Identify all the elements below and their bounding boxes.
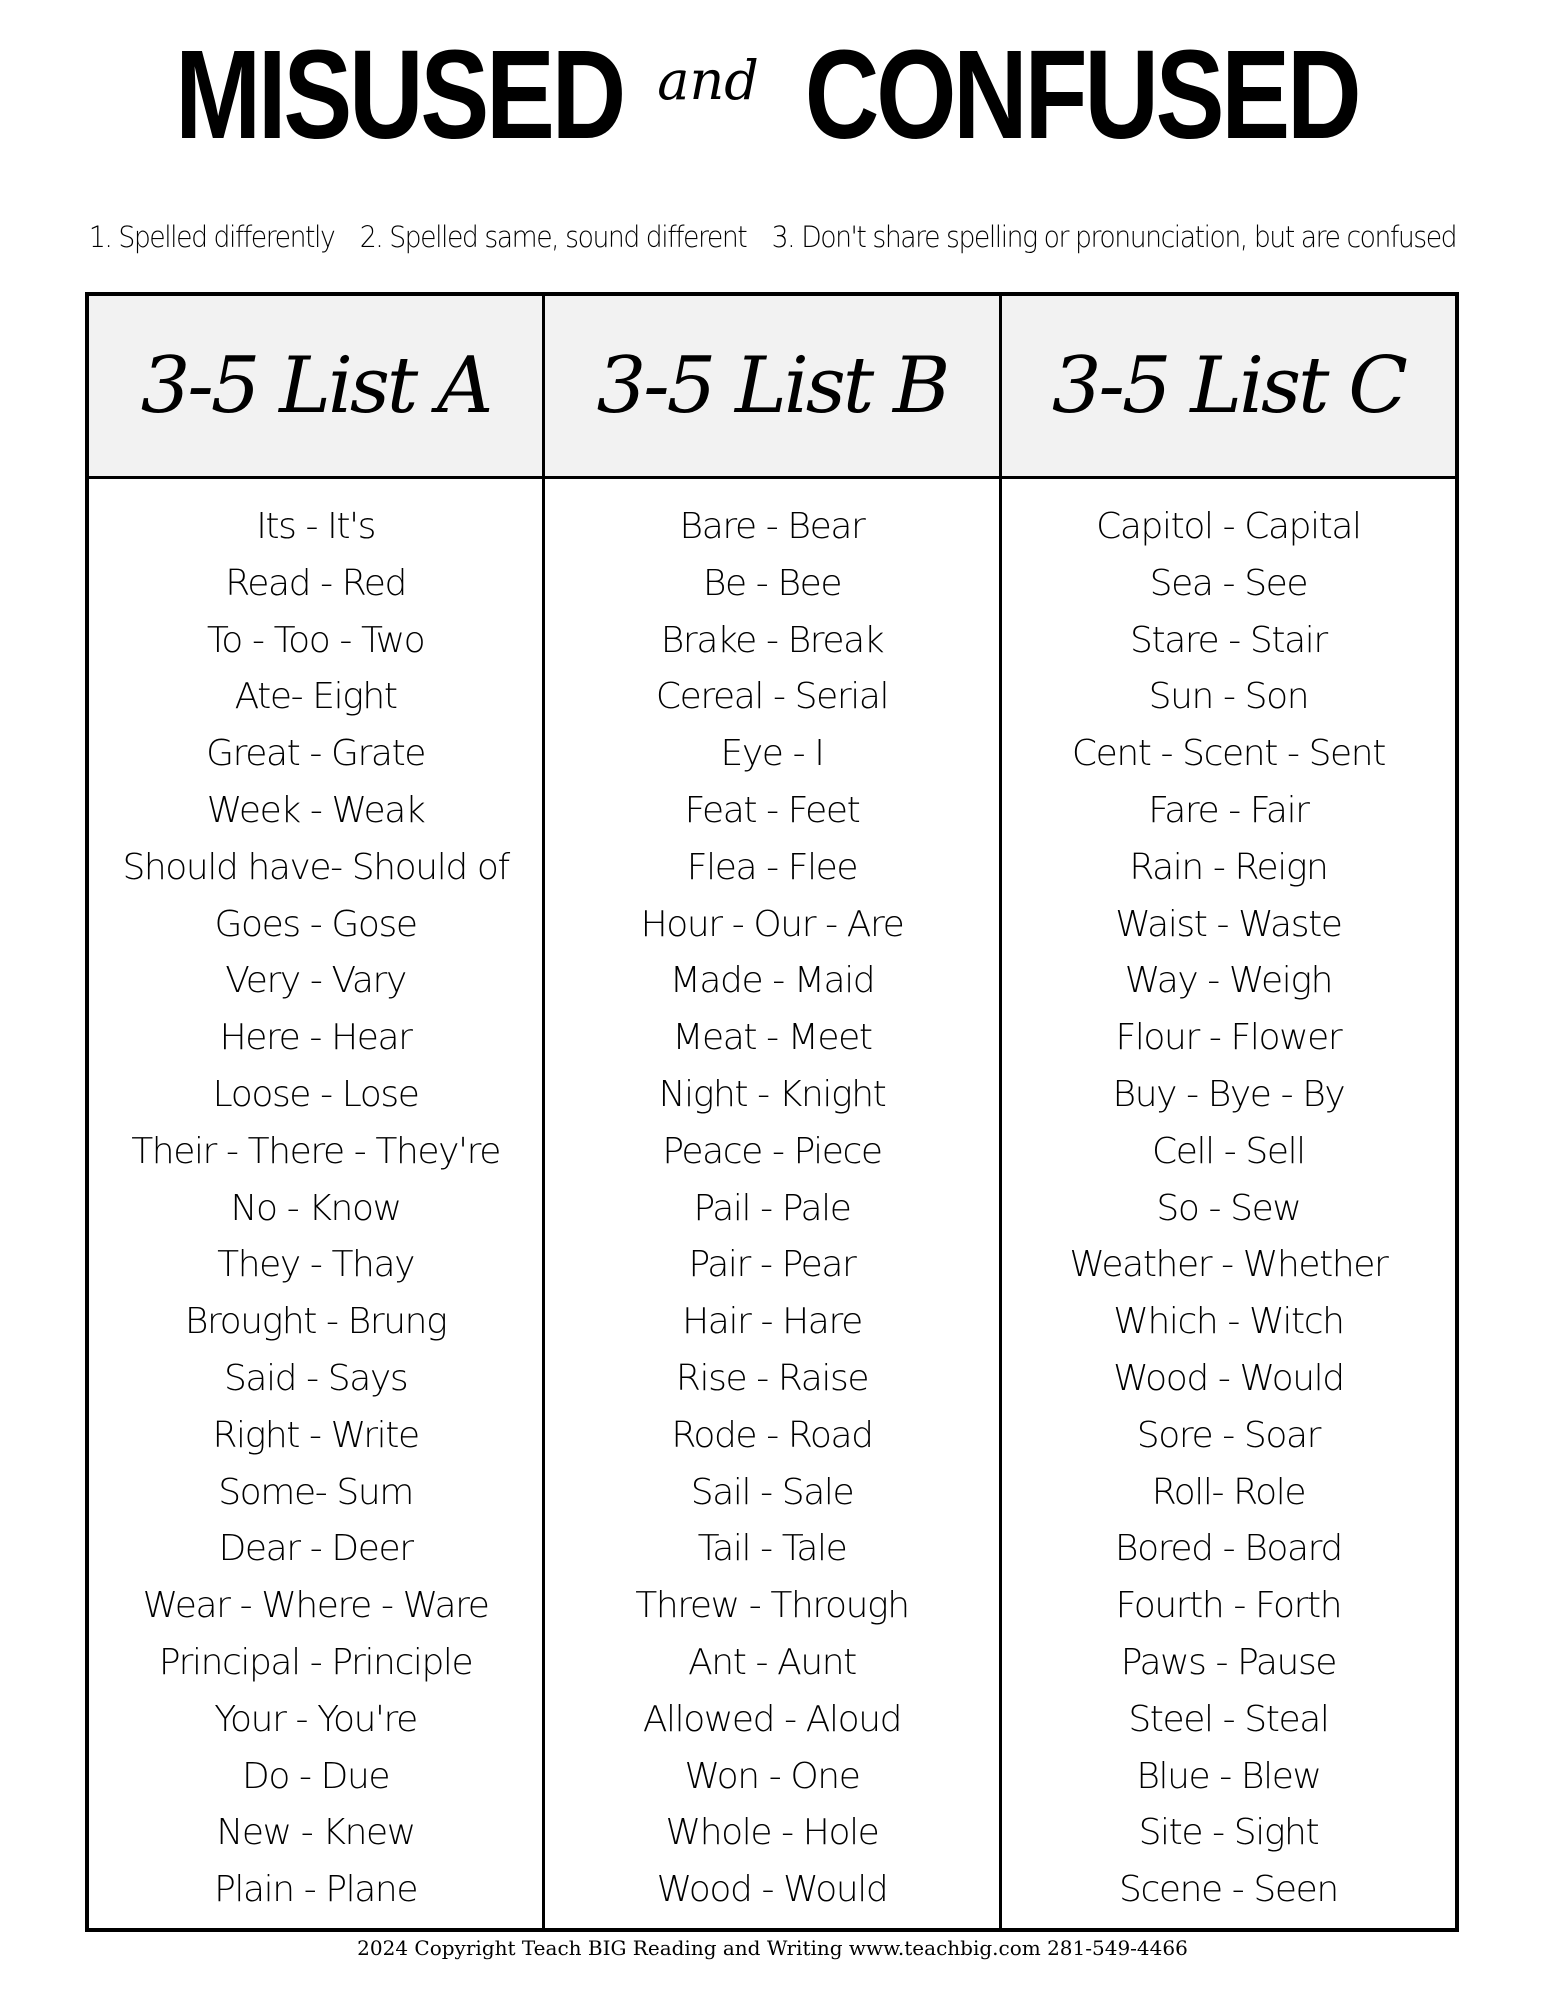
list-b-column xyxy=(544,478,1001,1931)
word-pair: Buy - Bye - By xyxy=(1112,1073,1345,1115)
word-pair: Right - Write xyxy=(212,1414,419,1456)
word-pair: Made - Maid xyxy=(669,960,875,1002)
word-pair: Brought - Brung xyxy=(184,1301,447,1343)
word-pair: Rode - Road xyxy=(671,1414,873,1456)
word-pair: To - Too - Two xyxy=(206,619,425,661)
word-pair: Read - Red xyxy=(225,562,406,604)
word-pair: Plain - Plane xyxy=(214,1869,418,1911)
word-pair: Wood - Would xyxy=(656,1869,888,1911)
word-pair: Pail - Pale xyxy=(693,1187,851,1229)
word-pair: Loose - Lose xyxy=(212,1073,419,1115)
word-pair: Won - One xyxy=(684,1755,860,1797)
word-pair: Some- Sum xyxy=(218,1471,413,1513)
word-pair: Their - There - They're xyxy=(131,1130,500,1172)
word-pair: Bare - Bear xyxy=(679,506,865,547)
word-pair: Cell - Sell xyxy=(1152,1130,1305,1172)
word-pair: Your - You're xyxy=(214,1698,417,1740)
word-pair: So - Sew xyxy=(1156,1187,1301,1229)
word-pair: Here - Hear xyxy=(219,1017,412,1059)
word-pair: Sea - See xyxy=(1149,562,1308,604)
word-pair: Fourth - Forth xyxy=(1115,1585,1342,1627)
word-pair: Allowed - Aloud xyxy=(642,1698,902,1740)
word-pair: Steel - Steal xyxy=(1128,1698,1329,1740)
word-pair: New - Knew xyxy=(216,1812,415,1854)
list-a-column xyxy=(87,478,544,1931)
list-c-column xyxy=(1000,478,1457,1931)
word-pair: Cereal - Serial xyxy=(655,676,889,718)
word-pair: Weather - Whether xyxy=(1069,1244,1388,1286)
word-pair: Way - Weigh xyxy=(1124,960,1332,1002)
list-b-header: 3-5 List B xyxy=(544,294,1001,478)
word-pair: Feat - Feet xyxy=(684,789,860,831)
word-pair: Very - Vary xyxy=(225,960,406,1002)
word-pair: No - Know xyxy=(230,1187,401,1229)
word-pair: Capitol - Capital xyxy=(1096,506,1361,547)
word-pair: Whole - Hole xyxy=(665,1812,879,1854)
list-c-header: 3-5 List C xyxy=(1000,294,1457,478)
word-pair: Roll- Role xyxy=(1151,1471,1306,1513)
word-pair: Sail - Sale xyxy=(690,1471,854,1513)
word-pair: Rain - Reign xyxy=(1129,846,1328,888)
word-pair: Eye - I xyxy=(720,733,824,775)
word-pair: Its - It's xyxy=(256,506,375,547)
legend-item-3: 3. Don't share spelling or pronunciation, but are confused xyxy=(771,220,1457,254)
category-legend xyxy=(62,220,1483,254)
list-a-header: 3-5 List A xyxy=(87,294,544,478)
word-pair: Hair - Hare xyxy=(682,1301,862,1343)
word-pair: Fare - Fair xyxy=(1148,789,1309,831)
word-pair: Principal - Principle xyxy=(158,1641,473,1683)
word-pair: Flour - Flower xyxy=(1115,1017,1342,1059)
copyright-footer: 2024 Copyright Teach BIG Reading and Writing www.teachbig.com 281-549-4466 xyxy=(357,1936,1188,1960)
word-pair: They - Thay xyxy=(217,1244,415,1286)
word-pair: Cent - Scent - Sent xyxy=(1071,733,1385,775)
word-pair: Week - Weak xyxy=(206,789,425,831)
word-pair: Meat - Meet xyxy=(672,1017,872,1059)
word-pair: Should have- Should of xyxy=(122,846,509,888)
word-pair: Dear - Deer xyxy=(218,1528,413,1570)
word-pair: Wood - Would xyxy=(1113,1357,1344,1399)
word-pair: Brake - Break xyxy=(660,619,884,661)
word-pair: Sore - Soar xyxy=(1136,1414,1321,1456)
word-pair: Be - Bee xyxy=(702,562,842,604)
title-and: and xyxy=(657,49,759,112)
page-title xyxy=(0,22,1545,167)
word-pair: Which - Witch xyxy=(1113,1301,1344,1343)
word-pair: Sun - Son xyxy=(1148,676,1309,718)
word-pair: Night - Knight xyxy=(658,1073,886,1115)
word-pair: Goes - Gose xyxy=(214,903,417,945)
word-pair: Ate- Eight xyxy=(234,676,397,718)
word-lists-table xyxy=(85,292,1459,1932)
title-confused: CONFUSED xyxy=(804,24,1359,165)
word-pair: Waist - Waste xyxy=(1115,903,1342,945)
word-pair: Said - Says xyxy=(223,1357,408,1399)
title-misused: MISUSED xyxy=(175,24,624,165)
word-pair: Do - Due xyxy=(242,1755,390,1797)
legend-item-2: 2. Spelled same, sound different xyxy=(359,220,747,254)
word-pair: Blue - Blew xyxy=(1136,1755,1321,1797)
word-pair: Paws - Pause xyxy=(1120,1641,1337,1683)
word-pair: Pair - Pear xyxy=(688,1244,856,1286)
word-pair: Peace - Piece xyxy=(662,1130,882,1172)
word-pair: Hour - Our - Are xyxy=(640,903,904,945)
legend-item-1: 1. Spelled differently xyxy=(88,220,335,254)
word-pair: Site - Sight xyxy=(1138,1812,1319,1854)
word-pair: Flea - Flee xyxy=(686,846,858,888)
word-pair: Tail - Tale xyxy=(697,1528,847,1570)
word-pair: Stare - Stair xyxy=(1130,619,1327,661)
word-pair: Rise - Raise xyxy=(675,1357,869,1399)
word-pair: Scene - Seen xyxy=(1119,1869,1338,1911)
word-pair: Great - Grate xyxy=(206,733,426,775)
word-pair: Bored - Board xyxy=(1114,1528,1342,1570)
word-pair: Ant - Aunt xyxy=(688,1641,856,1683)
word-pair: Wear - Where - Ware xyxy=(142,1585,489,1627)
word-pair: Threw - Through xyxy=(635,1585,909,1627)
